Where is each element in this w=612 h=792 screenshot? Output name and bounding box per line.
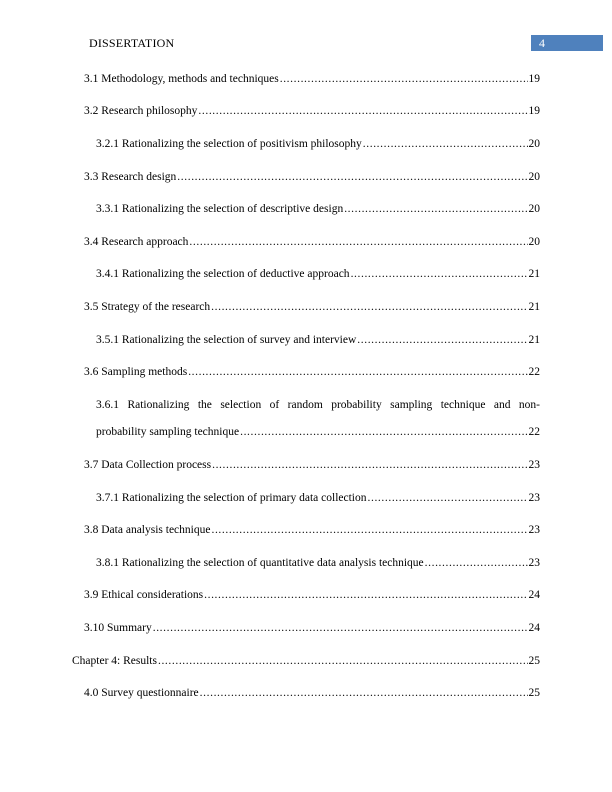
toc-entry-label: 3.6 Sampling methods [84,366,188,378]
toc-entry-page: 20 [528,203,540,215]
toc-leader-dots [188,364,527,380]
toc-leader-dots [211,299,527,315]
toc-entry-3-2[interactable] [84,103,540,119]
toc-entry-label: 3.9 Ethical considerations [84,589,204,601]
toc-entry-page: 20 [528,236,540,248]
toc-leader-dots [204,587,527,603]
toc-entry-page: 19 [528,105,540,117]
toc-leader-dots [189,234,527,250]
toc-entry-label: 3.8 Data analysis technique [84,524,211,536]
toc-leader-dots [425,555,528,571]
toc-entry-4-0[interactable] [84,685,540,701]
toc-entry-label: 3.4.1 Rationalizing the selection of deductive approach [96,268,350,280]
toc-entry-label: 3.2.1 Rationalizing the selection of positivism philosophy [96,138,362,150]
toc-entry-3-6-1[interactable] [96,424,540,440]
toc-leader-dots [357,332,527,348]
toc-entry-label: 3.4 Research approach [84,236,189,248]
toc-entry-page: 22 [528,426,540,438]
toc-entry-3-7[interactable] [84,457,540,473]
toc-entry-page: 22 [528,366,540,378]
toc-leader-dots [200,685,528,701]
toc-entry-page: 23 [528,459,540,471]
toc-leader-dots [211,522,527,538]
toc-entry-label: 3.8.1 Rationalizing the selection of quantitative data analysis technique [96,557,424,569]
toc-leader-dots [351,266,528,282]
toc-entry-page: 20 [528,171,540,183]
toc-leader-dots [368,490,528,506]
toc-entry-page: 21 [528,301,540,313]
toc-leader-dots [177,169,527,185]
toc-entry-label: 3.1 Methodology, methods and techniques [84,73,279,85]
toc-entry-page: 25 [528,687,540,699]
toc-entry-label: Chapter 4: Results [72,655,157,667]
toc-entry-page: 24 [528,589,540,601]
toc-entry-3-1[interactable] [84,71,540,87]
toc-leader-dots [198,103,527,119]
toc-entry-3-5[interactable] [84,299,540,315]
toc-leader-dots [344,201,527,217]
toc-entry-3-4-1[interactable] [96,266,540,282]
toc-entry-3-6[interactable] [84,364,540,380]
toc-entry-3-10[interactable] [84,620,540,636]
toc-entry-3-5-1[interactable] [96,332,540,348]
toc-entry-3-9[interactable] [84,587,540,603]
toc-entry-3-2-1[interactable] [96,136,540,152]
toc-leader-dots [280,71,528,87]
toc-entry-3-7-1[interactable] [96,490,540,506]
toc-entry-3-6-1-line1[interactable]: 3.6.1 Rationalizing the selection of random probability sampling technique and non- [96,399,540,411]
toc-entry-page: 19 [528,73,540,85]
running-header-title: DISSERTATION [89,36,175,50]
toc-entry-page: 21 [528,268,540,280]
toc-entry-label: 3.3 Research design [84,171,177,183]
toc-entry-page: 20 [528,138,540,150]
page-number-badge: 4 [531,35,603,51]
toc-entry-page: 23 [528,524,540,536]
toc-entry-label: 3.5 Strategy of the research [84,301,211,313]
toc-entry-label: 3.2 Research philosophy [84,105,198,117]
toc-entry-label: probability sampling technique [96,426,240,438]
toc-entry-3-3-1[interactable] [96,201,540,217]
toc-entry-label: 3.10 Summary [84,622,152,634]
toc-entry-label: 4.0 Survey questionnaire [84,687,199,699]
toc-entry-label: 3.5.1 Rationalizing the selection of survey and interview [96,334,357,346]
toc-entry-page: 24 [528,622,540,634]
toc-leader-dots [240,424,527,440]
toc-entry-page: 21 [528,334,540,346]
toc-entry-3-3[interactable] [84,169,540,185]
toc-entry-label: 3.3.1 Rationalizing the selection of descriptive design [96,203,344,215]
toc-entry-page: 23 [528,557,540,569]
toc-entry-3-8-1[interactable] [96,555,540,571]
toc-entry-3-8[interactable] [84,522,540,538]
toc-entry-page: 23 [528,492,540,504]
toc-leader-dots [153,620,528,636]
toc-entry-label: 3.7 Data Collection process [84,459,212,471]
toc-leader-dots [363,136,528,152]
toc-leader-dots [158,653,528,669]
toc-entry-label: 3.7.1 Rationalizing the selection of primary data collection [96,492,367,504]
toc-entry-chapter-4[interactable] [72,653,540,669]
toc-entry-3-4[interactable] [84,234,540,250]
toc-entry-page: 25 [528,655,540,667]
toc-leader-dots [212,457,527,473]
